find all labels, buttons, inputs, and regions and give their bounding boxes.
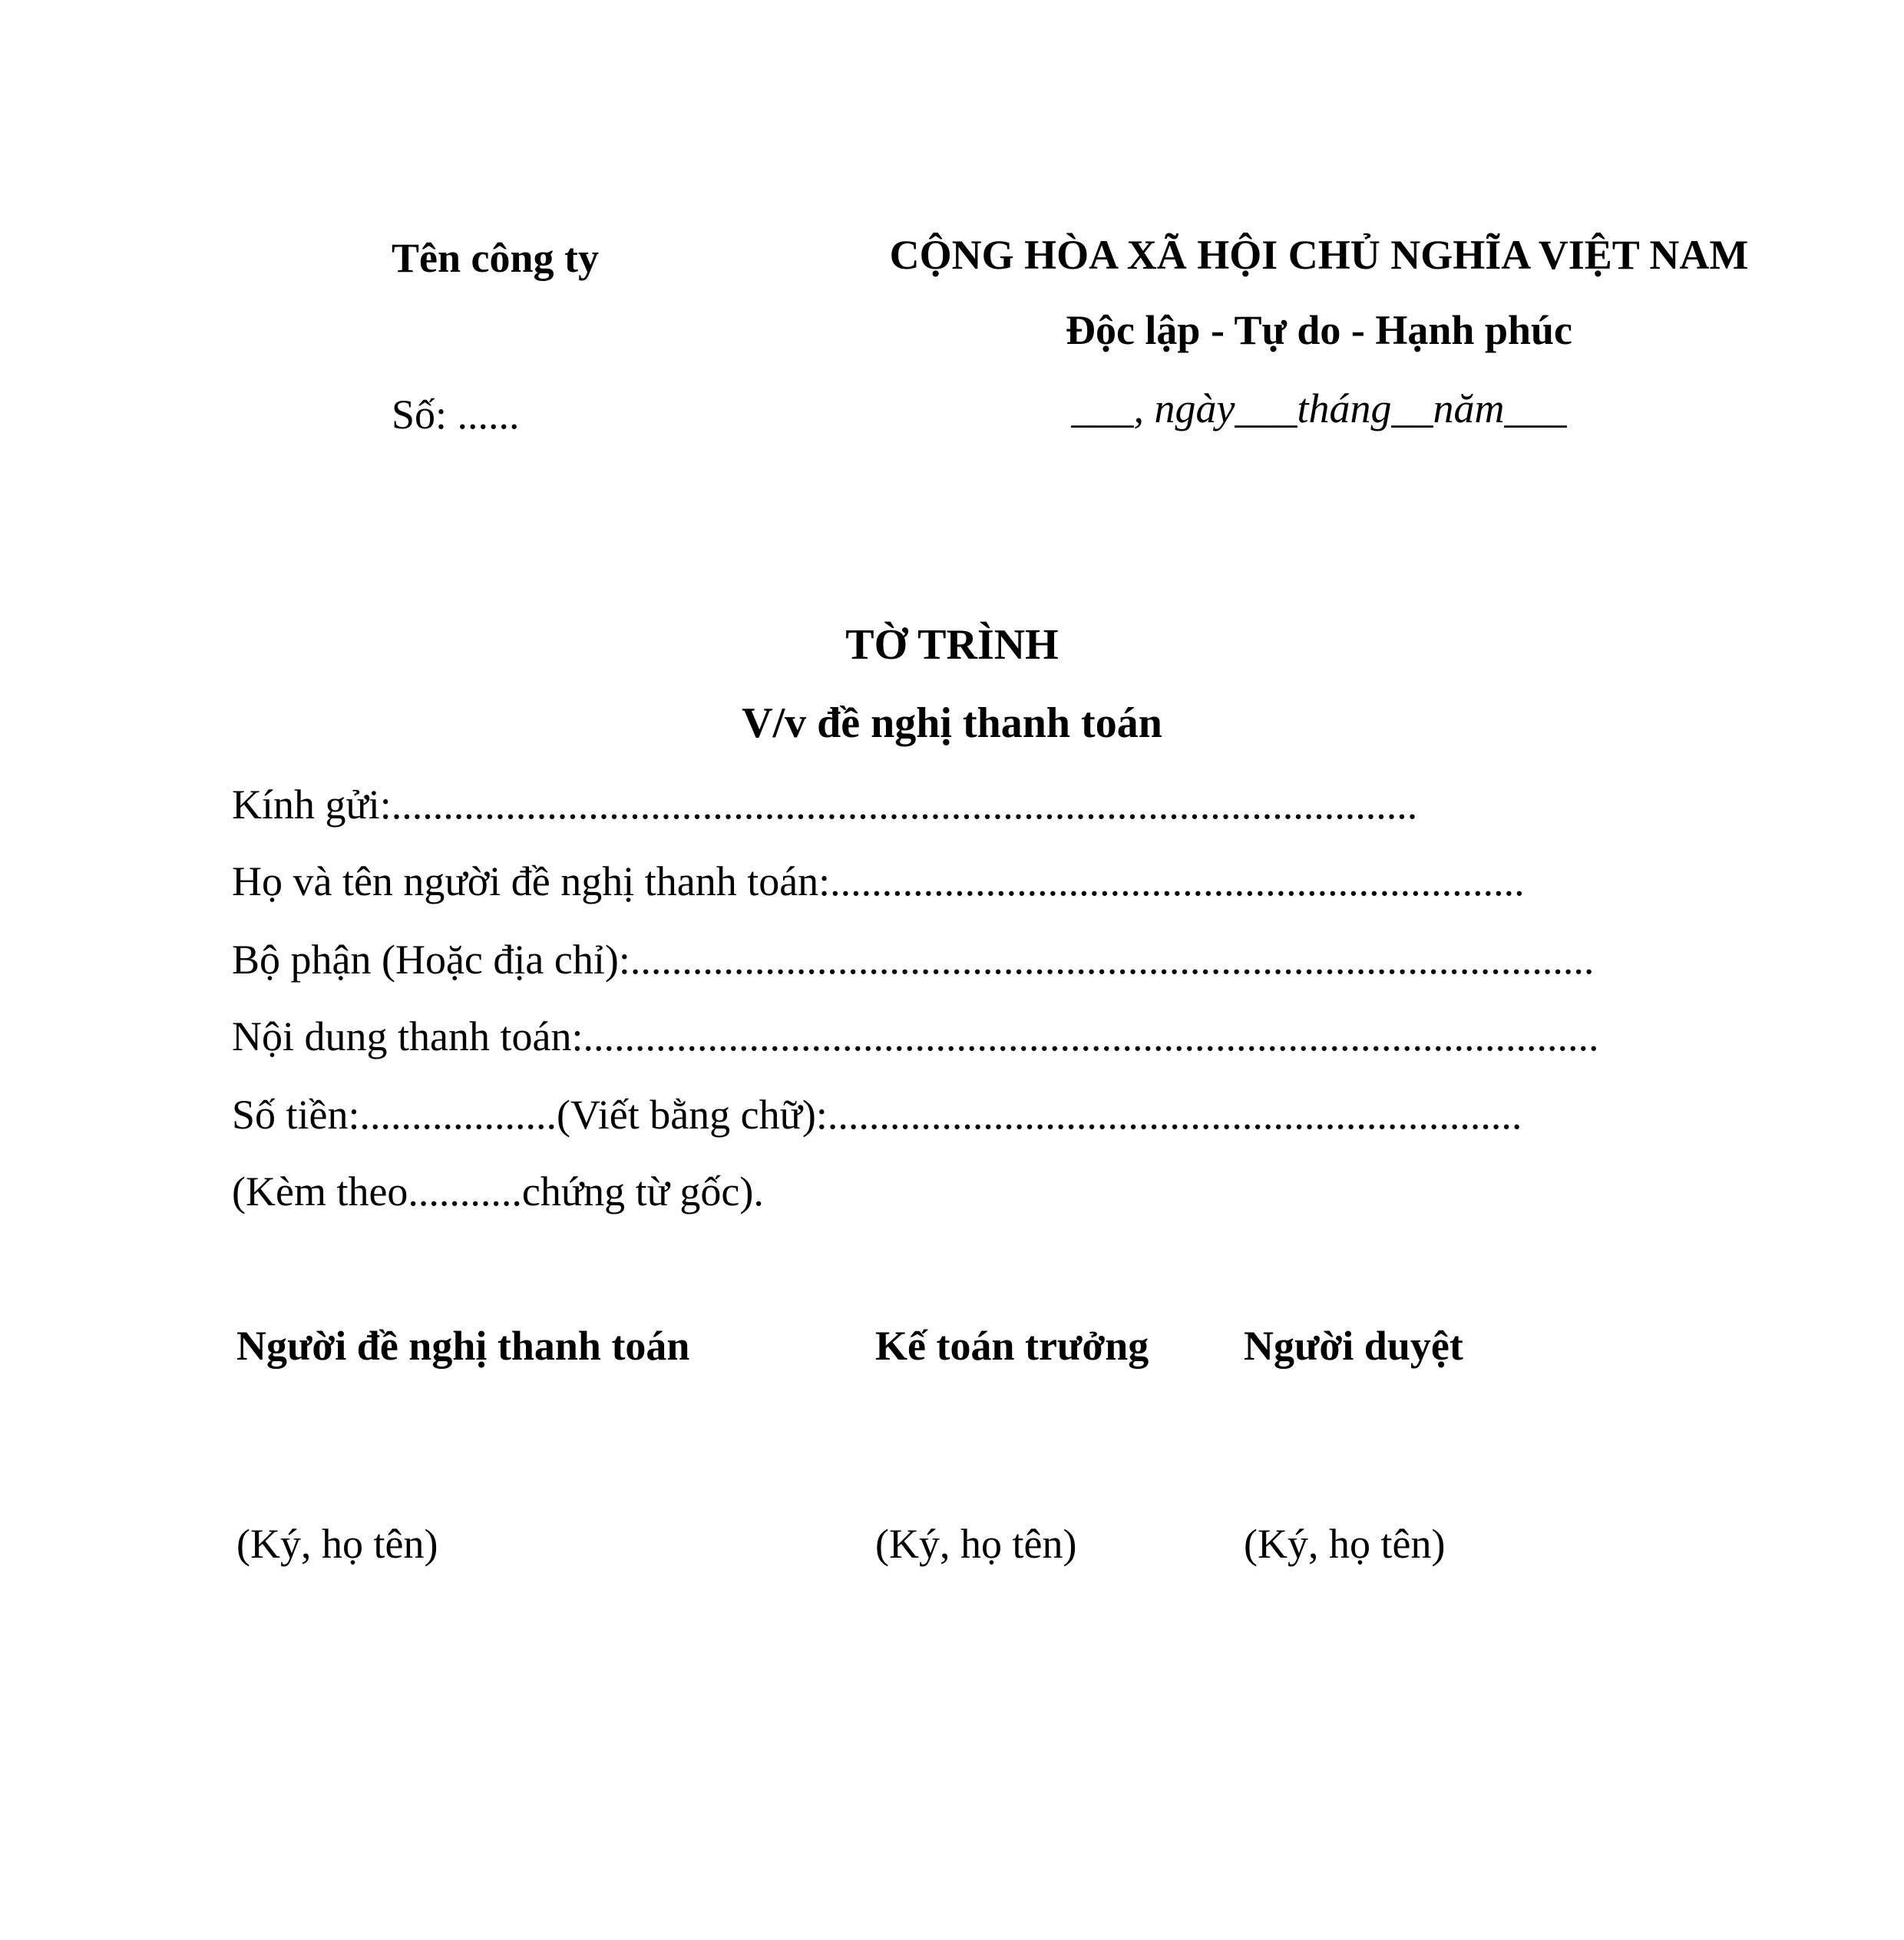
company-name: Tên công ty bbox=[392, 235, 599, 281]
field-recipient: Kính gửi:................................................................................................... bbox=[232, 782, 1418, 828]
nation-motto: Độc lập - Tự do - Hạnh phúc bbox=[1065, 307, 1573, 353]
document-number: Số: ...... bbox=[392, 392, 520, 438]
document-subject: V/v đề nghị thanh toán bbox=[742, 699, 1162, 747]
signature-note-chief-accountant: (Ký, họ tên) bbox=[875, 1521, 1077, 1567]
field-payment-content: Nội dung thanh toán:.................................................................................................. bbox=[232, 1013, 1599, 1059]
document-title: TỜ TRÌNH bbox=[845, 621, 1059, 669]
field-department: Bộ phận (Hoặc địa chỉ):............................................................................................. bbox=[232, 937, 1595, 983]
field-requester-name: Họ và tên người đề nghị thanh toán:................................................................... bbox=[232, 858, 1525, 904]
signature-note-approver: (Ký, họ tên) bbox=[1244, 1521, 1446, 1567]
signature-title-chief-accountant: Kế toán trưởng bbox=[875, 1323, 1149, 1369]
field-amount: Số tiền:...................(Viết bằng chữ):................................................................... bbox=[232, 1092, 1522, 1138]
signature-title-requester: Người đề nghị thanh toán bbox=[236, 1323, 690, 1369]
nation-title: CỘNG HÒA XÃ HỘI CHỦ NGHĨA VIỆT NAM bbox=[889, 232, 1749, 278]
signature-title-approver: Người duyệt bbox=[1244, 1323, 1463, 1369]
signature-note-requester: (Ký, họ tên) bbox=[236, 1521, 438, 1567]
field-attachments: (Kèm theo...........chứng từ gốc). bbox=[232, 1168, 764, 1215]
date-line: ___, ngày___tháng__năm___ bbox=[1071, 385, 1567, 431]
